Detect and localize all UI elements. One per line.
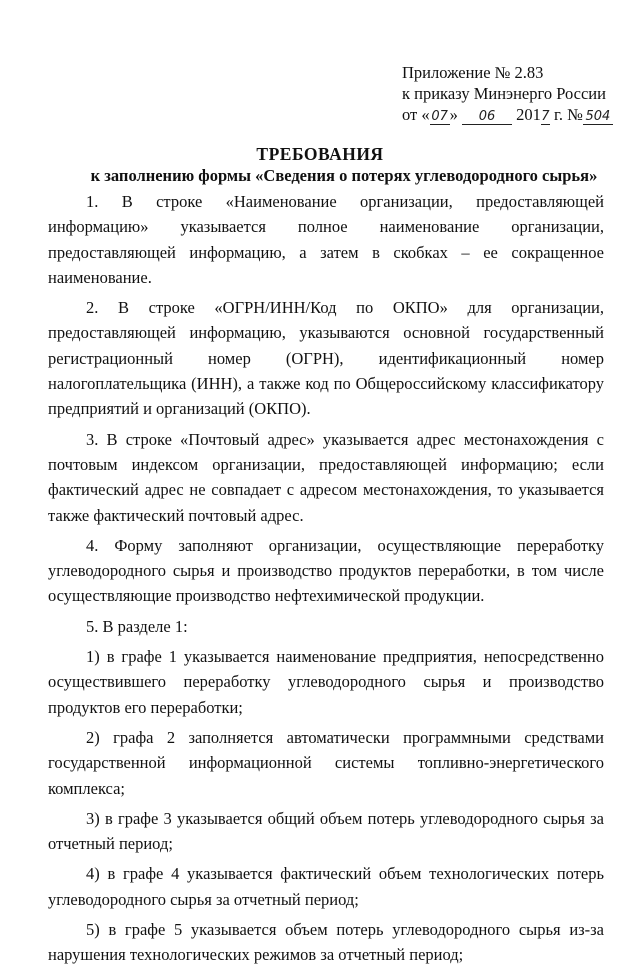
paragraph-5-3: 3) в графе 3 указывается общий объем потерь углеводородного сырья за отчетный период;: [48, 808, 604, 854]
appendix-header: [402, 62, 611, 125]
date-day: 07: [431, 109, 448, 124]
date-month: 06: [462, 110, 512, 125]
paragraph-4: 4. Форму заполняют организации, осуществляющие переработку углеводородного сырья и производство продуктов переработки, в том числе осуществляющие производство нефтехимической продукции.: [48, 535, 604, 606]
order-reference: к приказу Минэнерго России: [402, 84, 606, 103]
paragraph-5: 5. В разделе 1:: [86, 616, 188, 636]
order-date-line: [402, 104, 611, 125]
document-title: [0, 143, 640, 187]
paragraph-5-2: 2) графа 2 заполняется автоматически программными средствами государственной информационной системы топливно-энергетического комплекса;: [48, 727, 604, 798]
paragraph-5-5: 5) в графе 5 указывается объем потерь углеводородного сырья из-за нарушения технологических режимов за отчетный период;: [48, 920, 604, 965]
paragraph-5-1: 1) в графе 1 указывается наименование предприятия, непосредственно осуществившего переработку углеводородного сырья и производство продуктов его переработки;: [48, 647, 604, 717]
order-number: 504: [583, 110, 613, 125]
title-subtitle: к заполнению формы «Сведения о потерях углеводородного сырья»: [90, 166, 598, 185]
requirements-body: [48, 189, 604, 973]
paragraph-3: 3. В строке «Почтовый адрес» указывается адрес местонахождения с почтовым индексом организации, предоставляющей информацию; если фактический адрес не совпадает с адресом местонахождения, то указывается также фактический почтовый адрес.: [48, 429, 604, 525]
date-year-suffix: г. №: [549, 105, 583, 124]
date-mid: »: [449, 105, 458, 124]
paragraph-5-4: 4) в графе 4 указывается фактический объем технологических потерь углеводородного сырья за отчетный период;: [48, 864, 604, 909]
appendix-number: Приложение № 2.83: [402, 63, 544, 82]
date-prefix: от «: [402, 105, 430, 124]
date-year-prefix: 201: [516, 105, 541, 124]
date-year-last-digit: 7: [541, 109, 550, 124]
paragraph-2: 2. В строке «ОГРН/ИНН/Код по ОКПО» для организации, предоставляющей информацию, указываются основной государственный регистрационный номер (ОГРН), идентификационный номер налогоплательщика (ИНН), а также код по Общероссийскому классификатору предприятий и организаций (ОКПО).: [48, 298, 604, 419]
paragraph-1: 1. В строке «Наименование организации, предоставляющей информацию» указывается полное наименование организации, предоставляющей информацию, а затем в скобках – ее сокращенное наименование.: [48, 192, 604, 287]
title-main: ТРЕБОВАНИЯ: [256, 144, 384, 164]
